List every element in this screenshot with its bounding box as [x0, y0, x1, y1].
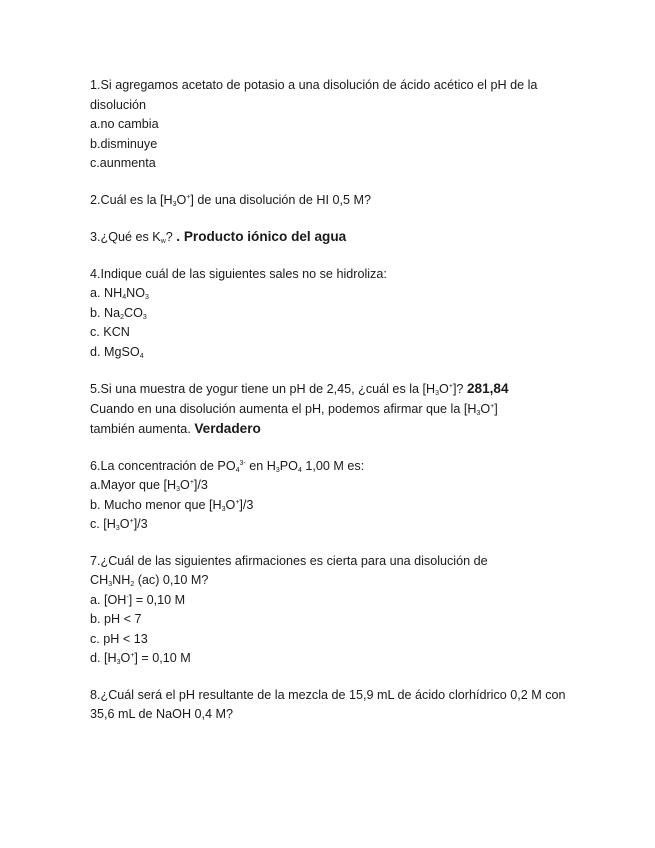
question-5: 5.Si una muestra de yogur tiene un pH de 2,45, ¿cuál es la $[H_3O^+]$? 281,84	[90, 381, 509, 397]
q5-statement: Cuando en una disolución aumenta el pH, podemos afirmar que la $[H_3O^+]$	[90, 401, 498, 417]
q5-answer: 281,84	[466, 381, 509, 396]
q7-option-b: b. pH < 7	[90, 612, 142, 626]
document-body	[90, 76, 580, 725]
question-3: 3.¿Qué es $K_w$? . Producto iónico del agua	[90, 229, 347, 245]
q1-option-b: b.disminuye	[90, 136, 158, 151]
question-7-cont: $CH_3NH_2$ (ac) 0,10 M?	[90, 573, 209, 588]
question-1: 1.Si agregamos acetato de potasio a una disolución de ácido acético el pH de la disolución	[90, 78, 538, 112]
question-4: 4.Indique cuál de las siguientes sales no se hidroliza:	[90, 266, 387, 281]
q4-option-b: b. $Na_2CO_3$	[90, 305, 147, 321]
q4-option-c: c. KCN	[90, 325, 130, 339]
question-2: 2.Cuál es la $[H_3O^+]$ de una disolución de HI 0,5 M?	[90, 192, 372, 208]
q1-option-a: a.no cambia	[90, 117, 159, 131]
question-6: 6.La concentración de $PO_4^{3-}$ en $H_3PO_4$ 1,00 M es:	[90, 458, 365, 474]
q3-answer: . Producto iónico del agua	[176, 229, 347, 244]
q6-option-b: b. Mucho menor que $[H_3O^+]/3$	[90, 497, 254, 513]
q4-option-d: d. MgSO$_4$	[90, 344, 144, 360]
q4-option-a: a. $NH_4NO_3$	[90, 286, 149, 301]
q5-statement-cont: también aumenta. Verdadero	[90, 421, 261, 436]
question-7: 7.¿Cuál de las siguientes afirmaciones es cierta para una disolución de	[90, 553, 488, 568]
q7-option-a: a. [OH-] = 0,10 M	[90, 592, 186, 607]
q6-option-a: a.Mayor que $[H_3O^+]/3$	[90, 478, 208, 493]
q7-option-d: d. $[H_3O^+] = 0,10$ M	[90, 651, 191, 666]
q1-option-c: c.aunmenta	[90, 156, 156, 170]
q5-statement-answer: Verdadero	[194, 421, 261, 436]
q7-option-c: c. pH < 13	[90, 631, 148, 646]
question-8: 8.¿Cuál será el pH resultante de la mezcla de 15,9 mL de ácido clorhídrico 0,2 M con 35,6 mL de NaOH 0,4 M?	[90, 687, 566, 721]
q6-option-c: c. $[H_3O^+]/3$	[90, 517, 148, 532]
